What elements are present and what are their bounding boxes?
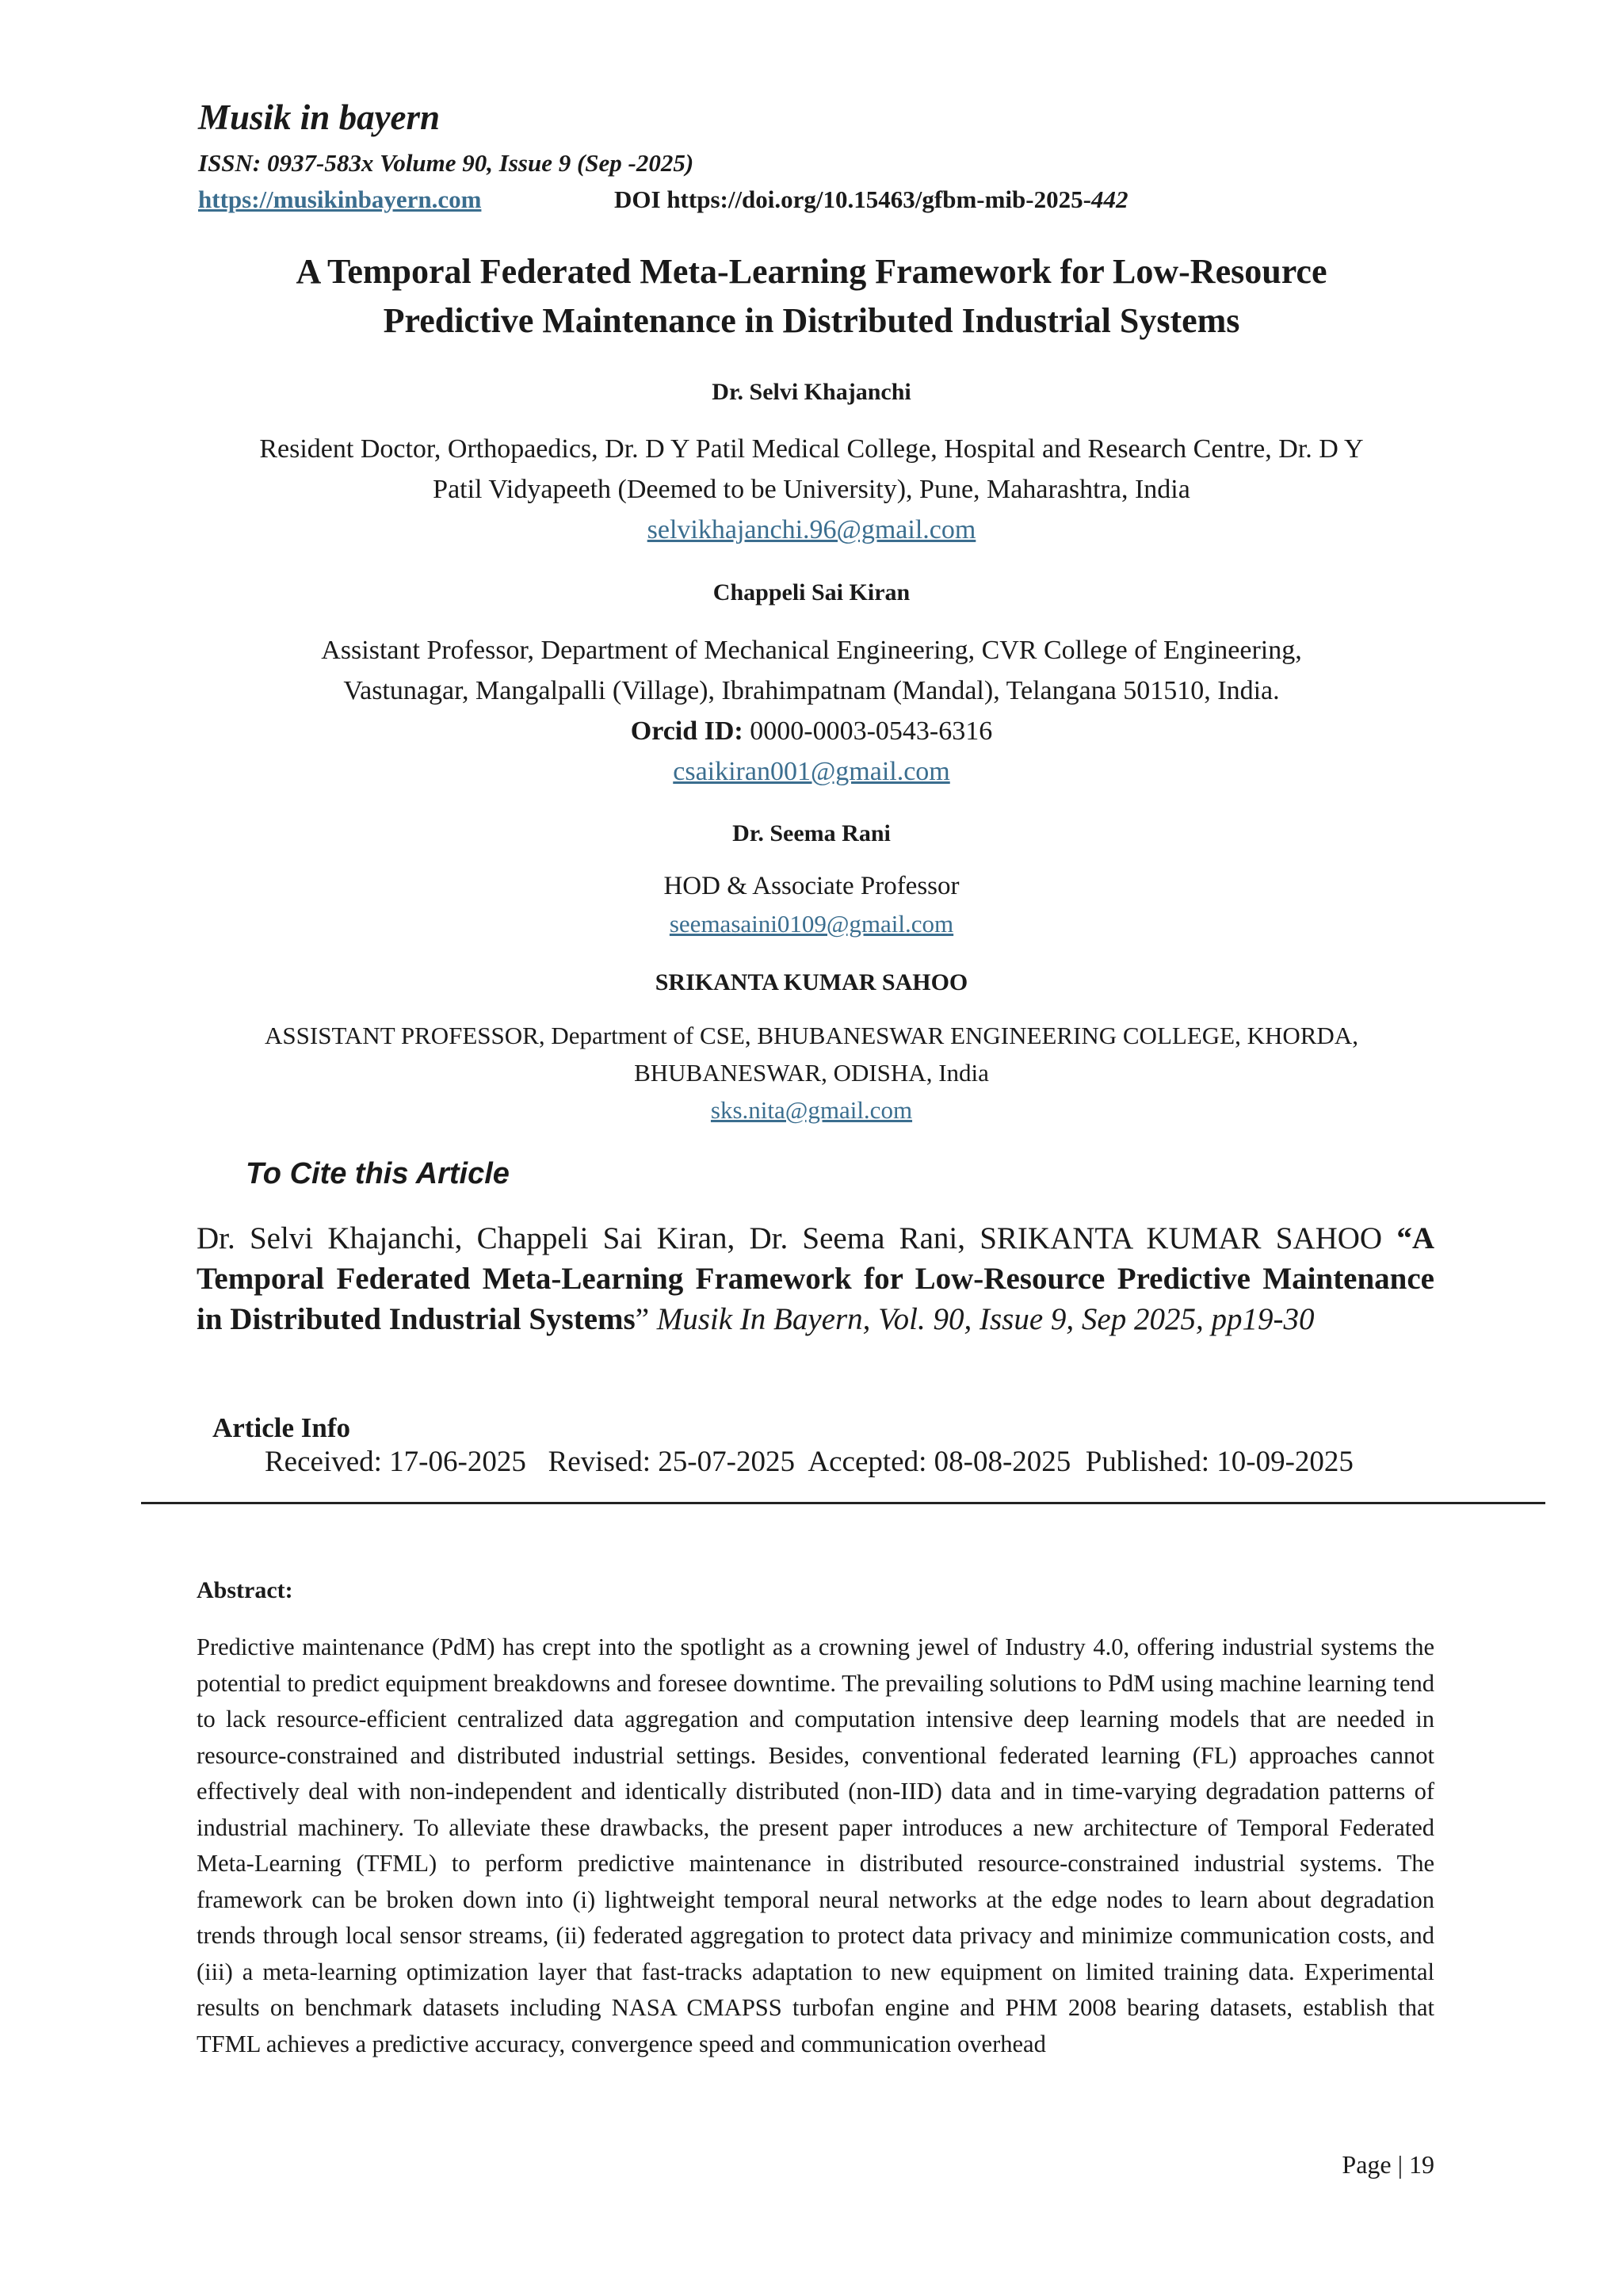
- affiliation-line: ASSISTANT PROFESSOR, Department of CSE, BHUBANESWAR ENGINEERING COLLEGE, KHORDA,: [265, 1022, 1358, 1049]
- citation-authors: Dr. Selvi Khajanchi, Chappeli Sai Kiran, Dr. Seema Rani, SRIKANTA KUMAR SAHOO: [197, 1221, 1397, 1255]
- author-email-link[interactable]: csaikiran001@gmail.com: [673, 757, 950, 786]
- author-affiliation: [119, 1017, 1504, 1129]
- abstract-text: Predictive maintenance (PdM) has crept into the spotlight as a crowning jewel of Industry 4.0, offering industrial systems the potential to predict equipment breakdowns and foresee downtime. The prevailing solutions to PdM using machine learning tend to lack resource-efficient centralized data aggregation and computation intensive deep learning models that are needed in resource-constrained and distributed industrial settings. Besides, conventional federated learning (FL) approaches cannot effectively deal with non-independent and identically distributed (non-IID) data and in time-varying degradation patterns of industrial machinery. To alleviate these drawbacks, the present paper introduces a new architecture of Temporal Federated Meta-Learning (TFML) to perform predictive maintenance in distributed resource-constrained industrial systems. The framework can be broken down into (i) lightweight temporal neural networks at the edge nodes to learn about degradation trends through local sensor streams, (ii) federated aggregation to protect data privacy and minimize communication costs, and (iii) a meta-learning optimization layer that fast-tracks adaptation to new equipment on limited training data. Experimental results on benchmark datasets including NASA CMAPSS turbofan engine and PHM 2008 bearing datasets, establish that TFML achieves a predictive accuracy, convergence speed and communication overhead: [197, 1633, 1434, 2057]
- journal-title: Musik in bayern: [198, 97, 441, 137]
- citation-text: [197, 1218, 1434, 1339]
- doi-suffix: 442: [1090, 185, 1128, 213]
- journal-url-line: [198, 185, 481, 214]
- orcid-value: 0000-0003-0543-6316: [743, 716, 993, 746]
- article-info-label: Article Info: [212, 1412, 350, 1443]
- author-name: SRIKANTA KUMAR SAHOO: [655, 969, 968, 995]
- paper-title-line-2: Predictive Maintenance in Distributed Industrial Systems: [383, 301, 1240, 340]
- orcid-line: [119, 711, 1504, 751]
- citation-close-quote: ”: [635, 1302, 657, 1336]
- doi-prefix: DOI https://doi.org/10.15463/gfbm-mib-2025-: [614, 185, 1091, 213]
- article-dates: Received: 17-06-2025 Revised: 25-07-2025 Accepted: 08-08-2025 Published: 10-09-2025: [265, 1446, 1354, 1478]
- affiliation-line: Patil Vidyapeeth (Deemed to be University), Pune, Maharashtra, India: [433, 475, 1190, 504]
- page-number: Page | 19: [1342, 2150, 1434, 2179]
- author-name: Dr. Selvi Khajanchi: [712, 379, 911, 405]
- doi-line: [614, 185, 1128, 214]
- affiliation-line: HOD & Associate Professor: [663, 872, 960, 900]
- affiliation-line: Resident Doctor, Orthopaedics, Dr. D Y Patil Medical College, Hospital and Research Centre, Dr. D Y: [259, 434, 1364, 464]
- issn-volume-line: ISSN: 0937-583x Volume 90, Issue 9 (Sep -2025): [198, 149, 694, 177]
- author-email-link[interactable]: sks.nita@gmail.com: [710, 1096, 913, 1124]
- author-email-link[interactable]: seemasaini0109@gmail.com: [669, 910, 954, 938]
- affiliation-line: BHUBANESWAR, ODISHA, India: [634, 1059, 989, 1087]
- author-affiliation: [119, 630, 1504, 792]
- citation-source: Musik In Bayern, Vol. 90, Issue 9, Sep 2025, pp19-30: [656, 1302, 1315, 1336]
- author-name: Chappeli Sai Kiran: [712, 579, 911, 606]
- cite-heading: To Cite this Article: [246, 1157, 510, 1190]
- orcid-label: Orcid ID:: [630, 716, 743, 746]
- paper-title: [119, 247, 1504, 346]
- author-email-link[interactable]: selvikhajanchi.96@gmail.com: [647, 515, 976, 544]
- author-affiliation: [119, 429, 1504, 550]
- author-name: Dr. Seema Rani: [732, 820, 891, 846]
- journal-url-link[interactable]: https://musikinbayern.com: [198, 185, 482, 213]
- paper-title-line-1: A Temporal Federated Meta-Learning Framework for Low-Resource: [296, 252, 1327, 291]
- author-affiliation: [119, 868, 1504, 943]
- affiliation-line: Assistant Professor, Department of Mechanical Engineering, CVR College of Engineering,: [321, 636, 1302, 665]
- section-divider: [141, 1502, 1545, 1504]
- affiliation-line: Vastunagar, Mangalpalli (Village), Ibrahimpatnam (Mandal), Telangana 501510, India.: [343, 676, 1280, 705]
- citation-title: “A Temporal Federated Meta-Learning Framework for Low-Resource Predictive Maintenance in Distributed Industrial Systems: [197, 1221, 1434, 1336]
- abstract-label: Abstract:: [197, 1577, 293, 1603]
